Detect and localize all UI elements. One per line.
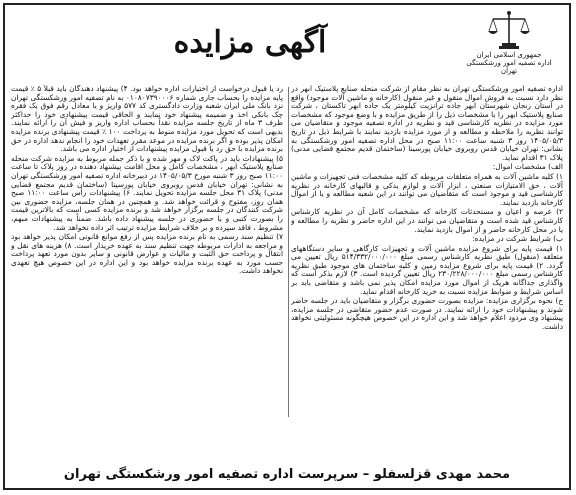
paragraph: اداره تصفیه امور ورشکستگی تهران به نظر مقام از شرکت منحله صنایع پلاستیک ابهر در نظر دارد نسبت به فروش اموال منقول و غیر منقول (کارخانه و ماشین آلات موجود) واقع در استان زنجان شهرستان ابهر جاده ترانزیت کیلومتر یک جاده ابهر تاکستان ، شرکت صنایع پلاستیک ابهر را با مشخصات ذیل را از طریق مزایده و با وضع موجود که مشخصات مورد مزایده در نظریه کارشناسی قید و نظریه در اداره تصفیه موجود و متقاضیان می توانند نظریه را ملاحظه و مطالعه و از مورد مزایده بازدید نمایند با شرایط ذیل در تاریخ ۱۴۰۵/۰۵/۳ روز ۳ شنبه ساعت ۱۱:۰۰ صبح در محل اداره تصفیه امور ورشکستگی به نشانی: تهران خیابان قدس روبروی خیابان پورسینا (ساختمان قدیم مجتمع قضایی مدنی) پلاک ۳۱ اقدام نماید. [291,85,563,162]
paragraph: ۲) عرصه و اعیان و مستحدثات کارخانه که مشخصات کامل آن در نظریه کارشناس کارشناس قید شده است و متقاضیان می توانند در این اداره حاضر و نظریه را مطالعه و یا در محل کارخانه حاضر و از اموال بازدید نمایند. [291,207,563,234]
left-text-column [11,85,283,445]
advertisement-page [3,3,571,490]
paragraph: ۷) تنظیم سند رسمی به نام برنده مزایده پس از رفع موانع قانونی امکان پذیر خواهد بود و مراجعه به ادارات مربوطه جهت تنظیم سند به عهده خریدار است. ۸) هزینه های نقل و انتقال و پرداخت حق الثبت و مالیات و عوارض قانونی و سایر بدون مورد تعهد پرداخت حسب مورد به عهده برنده مزایده خواهد بود و این اداره در این خصوص هیچ تعهدی نخواهد داشت. [11,232,283,276]
paragraph: ج) نحوه برگزاری مزایده: مزایده بصورت حضوری برگزار و متقاضیان باید در جلسه حاضر شوند و پیشنهادات خود را ارائه نمایند. در صورت عدم حضور متقاضی در جلسه مزایده، پیشنهاد وی مردود اعلام خواهد شد و این اداره در این خصوص هیچگونه مسئولیتی نخواهد داشت. [291,296,563,332]
paragraph: ۵) پیشنهادات باید در پاکت لاک و مهر شده و با ذکر جمله مربوط به مزایده شرکت منحله صنایع پلاستیک ابهر ، مشخصات کامل و محل اقامت پیشنهاد دهنده در روز پلاک تا ساعت ۱۱:۰۰ صبح روز ۳ شنبه مورخ ۱۴۰۵/۰۵/۳ در دبیرخانه اداره تصفیه امور ورشکستگی تهران به نشانی: تهران خیابان قدس روبروی خیابان پورسینا (ساختمان قدیم مجتمع قضایی مدنی) پلاک ۳۱ محل جلسه مزایده تحویل نمایند. ۶) پیشنهادات رأس ساعت ۱۱:۰۰ صبح همان روز، مفتوح و قرائت خواهد شد. و همچنین در همان جلسه، مزایده حضوری بین شرکت کنندگان در جلسه برگزار خواهد شد و برنده مزایده کسی است که بالاترین قیمت را بصورت کتبی و یا حضوری در جلسه پیشنهاد داده باشد. ضمناً به پیشنهادات مبهم، مشروط ، فاقد سپرده و بر خلاف شرایط مزایده ترتیب اثر داده نخواهد شد. [11,153,283,232]
emblem-line-1: جمهوری اسلامی ایران [476,51,542,59]
paragraph: ۱) قیمت پایه برای شروع مزایده ماشین آلات و تجهیزات کارگاهی و سایر دستگاههای متعلقه (منقول) طبق نظریه کارشناس رسمی مبلغ ۵۱۴/۳۳۲/۰۰۰/۰۰۰ ریال تعیین می گردد. ۲) قیمت پایه برای شروع مزایده زمین و کلیه ساختمان های موجود طبق نظریه کارشناس رسمی مبلغ ۲۳۰/۲۲۸/۰۰۰/۰۰۰ ریال تعیین گردیده است. ۳) لازم بذکر است که واگذاری جداگانه هریک از اموال مورد مزایده امکان پذیر نمی باشد و متقاضی باید بر اساس شرایط و ضوابط مزایده نسبت به خرید کارخانه اقدام نماید. [291,243,563,296]
right-text-column [291,85,563,423]
judiciary-emblem [463,9,555,75]
signature-footer: محمد مهدی قزلسفلو – سرپرست اداره تصفیه امور ورشکستگی تهران [63,467,511,482]
column-divider [288,87,289,417]
emblem-line-2: اداره تصفیه امور ورشکستگی تهران [466,59,552,75]
paragraph: الف) مشخصات اموال: [492,162,563,172]
paragraph: ۱) کلیه ماشین آلات به همراه متعلقات مربوطه که کلیه مشخصات فنی تجهیزات و ماشین آلات ، حق الامتیازات صنعتی ، ابزار آلات و لوازم یدکی و قالبهای کارخانه در نظریه کارشناسی قید و موجود است که متقاضیان می توانند در این شعبه مطالعه و یا از اموال کارخانه بازدید نمایند. [291,171,563,207]
scales-of-justice-icon [487,9,531,51]
paragraph: ب) شرایط شرکت در مزایده: [472,234,563,244]
page-title: آگهی مزایده [173,25,327,60]
header [5,5,569,83]
paragraph: رد یا قبول درخواست از اختیارات اداره خواهد بود. ۴) پیشنهاد دهندگان باید قبلاً ۵ ٪ قیمت پایه مزایده را بحساب جاری شماره ۰۱۰۸۰۷۳۹۰۰۰۶ به نام تصفیه امور ورشکستگی تهران نزد بانک ملی ایران شعبه وزارت دادگستری کد ۵۷۷ واریز و یا معادل رقم فوق یک فقره چک بانکی اخذ و ضمیمه پیشنهاد خود نمایند و الحاقی قیمت پیشنهادی خود را حداکثر ظرف ۳ ماه از تاریخ جلسه مزایده نقداً بحساب اداره واریز و فیش آن را ارائه نمایند. بدیهی است که تحویل مورد مزایده منوط به پرداخت ۱۰۰ ٪ قیمت پیشنهادی برنده مزایده امکان پذیر بوده و اگر برنده مزایده در موعد مقرر تعهدات خود را انجام ندهد اداره در حق برنده مزایده با حق رد یا قبول مزایده پیشنهادات از اختیار اداره می باشد. [11,85,283,154]
